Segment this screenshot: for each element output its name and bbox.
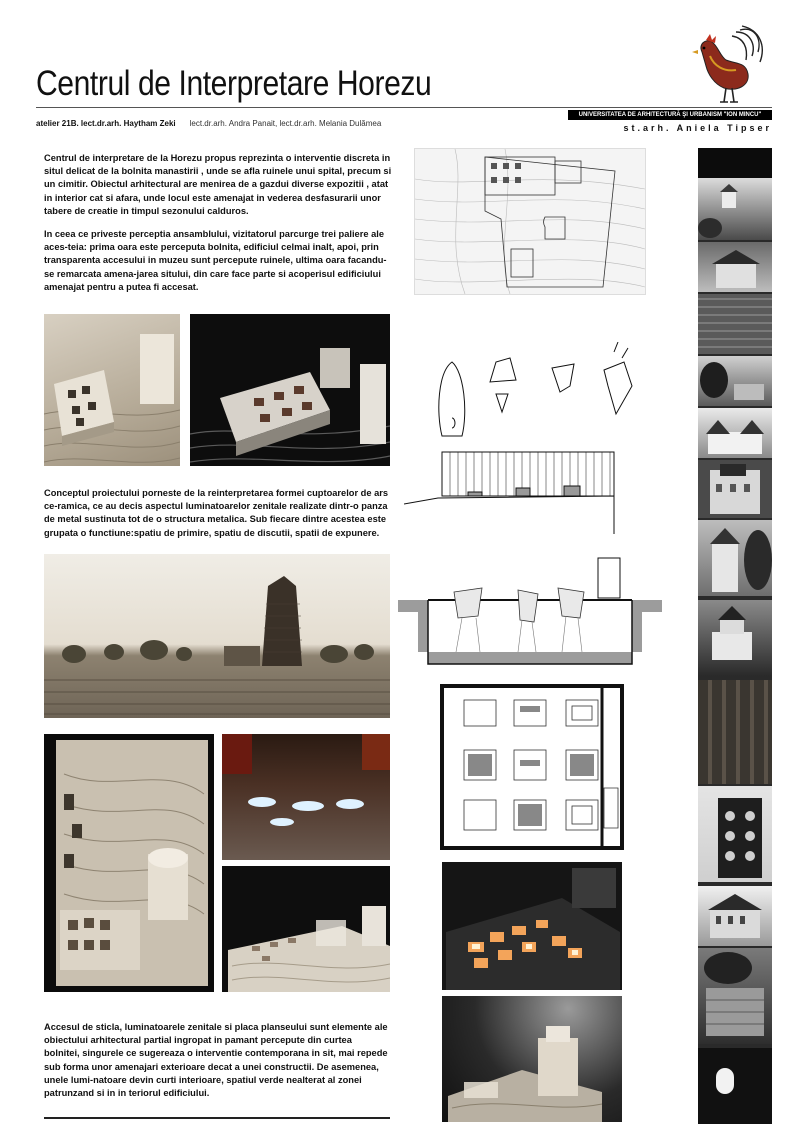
building-section <box>398 556 662 668</box>
kiln-photo <box>44 554 390 718</box>
strip-photo-12 <box>698 886 772 946</box>
strip-photo-9 <box>698 600 772 676</box>
site-plan <box>414 148 646 295</box>
model-photo-3 <box>44 734 214 992</box>
strip-photo-2 <box>698 178 772 240</box>
strip-photo-11 <box>698 786 772 882</box>
floor-plan <box>440 684 624 850</box>
page-title: Centrul de Interpretare Horezu <box>36 64 432 103</box>
model-photo-4 <box>222 866 390 992</box>
model-photo-2 <box>190 314 390 466</box>
intro-paragraph: Centrul de interpretare de la Horezu propus reprezinta o interventie discreta in situl delicat de la bolnita manastirii , unde se afla ruinele unui spital, precum si un cimitir. Obiectul arhitectural are menirea de a gazdui diverse expozitii , atat in interior cat si afara, unde locul este amenajat in vederea desfasurarii unor tabere de creatie in timpul sezonului calduros. <box>44 153 392 216</box>
night-model-photo <box>442 862 622 990</box>
coordinators-line: lect.dr.arh. Andra Panait, lect.dr.arh. Melania Dulămea <box>189 119 382 128</box>
perception-paragraph: In ceea ce priveste perceptia ansamblului, vizitatorul parcurge trei paliere ale aces-teia: prima oara este perceputa bolnita, edificiul celmai inalt, apoi, prin transparenta accesului in muzeu sunt percepute ruinele, ultima oara facandu-se remarcata amena-jarea sitului, din care face parte si acoperisul edificiului amenajat pentru a putea fi accesat. <box>44 229 387 292</box>
interior-light-photo <box>222 734 390 860</box>
strip-photo-5 <box>698 356 772 406</box>
reference-photo-strip <box>698 148 772 1124</box>
concept-paragraph: Conceptul proiectului porneste de la reinterpretarea formei cuptoarelor de ars ce-ramica, ce au decis aspectul luminatoarelor zenitale realizate dintr-o panza de metal sustinuta tot de o structura metalica. Sub fiecare dintre acestea este grupata o functiune:spatiu de primire, spatiu de discutii, spatii de expunere. <box>44 488 389 538</box>
strip-photo-13 <box>698 948 772 1044</box>
strip-photo-6 <box>698 408 772 458</box>
rooster-logo-icon <box>684 22 766 108</box>
author-name: st.arh. Aniela Tipser <box>623 123 772 133</box>
access-paragraph: Accesul de sticla, luminatoarele zenitale si placa planseului sunt elemente ale obiectului arhitectural partial ingropat in pamant percepute din curtea bolnitei, singurele ce sugereaza o interventie contemporana in sit, mai repede sub forma unor amenajari exterioare decat a unei constructii. De asemenea, unele lumi-natoare devin curti interioare, spatiul verde nealterat al zonei patrunzand si in in teriorul edificiului. <box>44 1022 388 1098</box>
strip-photo-7 <box>698 460 772 518</box>
strip-photo-10 <box>698 680 772 784</box>
site-section <box>404 448 664 538</box>
spotlight-model-photo <box>442 996 622 1122</box>
header-rule <box>36 107 772 108</box>
strip-photo-14 <box>698 1048 772 1124</box>
strip-photo-4 <box>698 294 772 354</box>
credits <box>36 119 381 128</box>
university-name: UNIVERSITATEA DE ARHITECTURĂ ŞI URBANISM "ION MINCU" <box>568 110 772 120</box>
strip-photo-8 <box>698 520 772 596</box>
model-photo-1 <box>44 314 180 466</box>
kiln-sketches <box>428 342 648 442</box>
atelier-line: atelier 21B. lect.dr.arh. Haytham Zeki <box>36 119 176 128</box>
footer-rule <box>44 1117 390 1119</box>
strip-photo-3 <box>698 242 772 292</box>
